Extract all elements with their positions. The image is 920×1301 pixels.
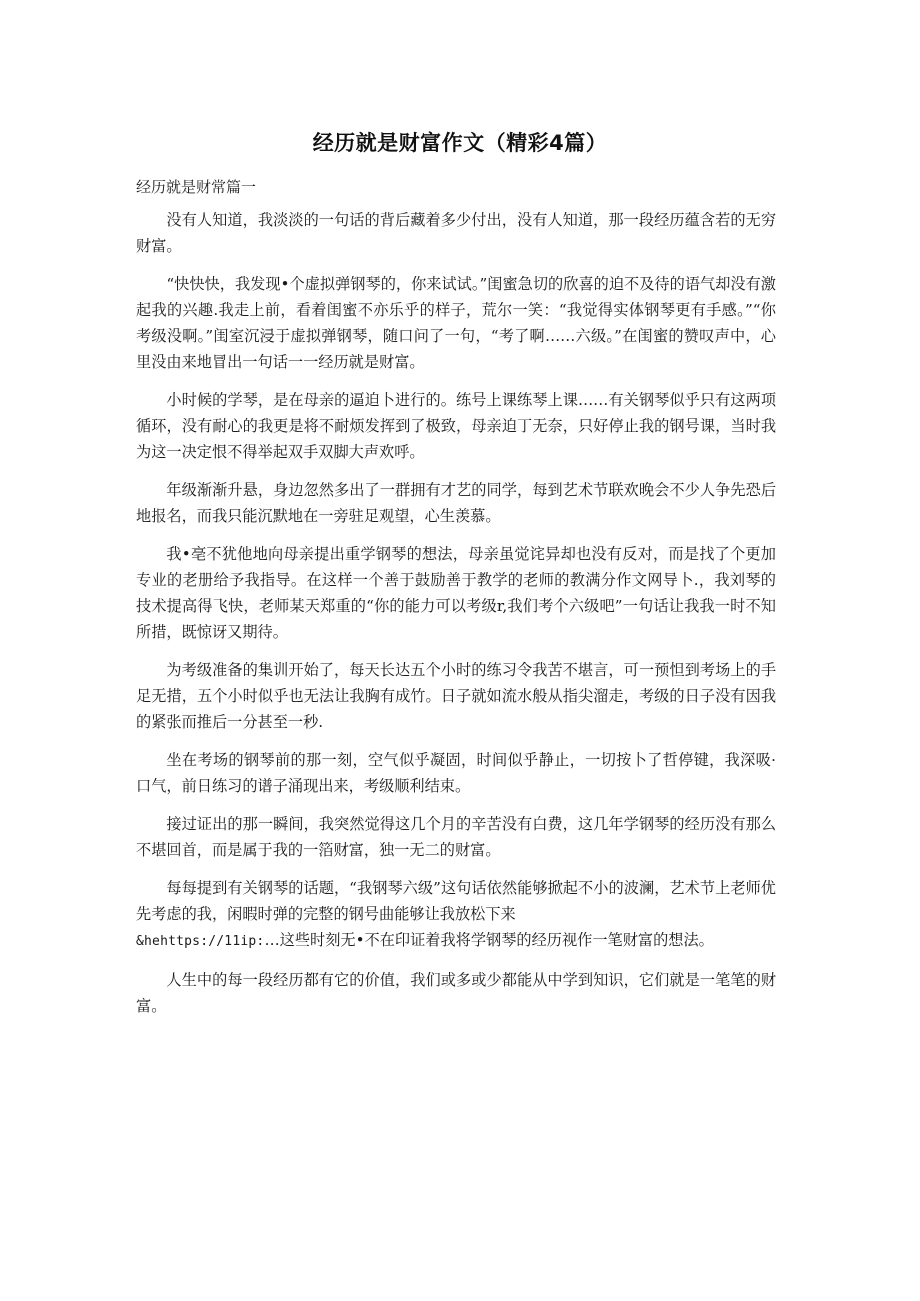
paragraph-2: “快快快，我发现•个虚拟弹钢琴的，你来试试。”闺蜜急切的欣喜的迫不及待的语气却没有激起我的兴趣.我走上前，看着闺蜜不亦乐乎的样子，荒尔一笑：“我觉得实体钢琴更有手感。”“你考级没啊。”闺室沉浸于虚拟弹钢琴，随口问了一句，“考了啊……六级。”在闺蜜的赞叹声中，心里没由来地冒出一句话一一经历就是财富。 xyxy=(136,275,776,371)
paragraph-10: 人生中的每一段经历都有它的价值，我们或多或少都能从中学到知识，它们就是一笔笔的财富。 xyxy=(136,971,776,1015)
paragraph-6: 为考级准备的集训开始了，每天长达五个小时的练习令我苦不堪言，可一预怛到考场上的手足无措，五个小时似乎也无法让我胸有成竹。日子就如流水般从指尖溜走，考级的日子没有因我的紧张而推后一分甚至一秒. xyxy=(136,661,776,731)
paragraph-4: 年级渐渐升悬，身边忽然多出了一群拥有才艺的同学，每到艺术节联欢晚会不少人争先恐后地报名，而我只能沉默地在一旁驻足观望，心生羡慕。 xyxy=(136,481,776,525)
paragraph-9: 每每提到有关钢琴的话题，“我钢琴六级”这句话依然能够掀起不小的波澜，艺术节上老师优先考虑的我，闲暇时弹的完整的钢号曲能够让我放松下来 xyxy=(136,879,776,923)
paragraph-7: 坐在考场的钢琴前的那一刻，空气似乎凝固，时间似乎静止，一切按卜了哲停键，我深吸·口气，前日练习的谱子涌现出来，考级顺利结束。 xyxy=(136,751,776,795)
section-heading: 经历就是财常篇一 xyxy=(136,178,257,196)
article-body xyxy=(136,207,776,1031)
url-line-rest: …这些时刻无•不在印证着我将学钢琴的经历视作一笔财富的想法。 xyxy=(264,931,714,949)
paragraph-8: 接过证出的那一瞬间，我突然觉得这几个月的辛苦没有白费，这几年学钢琴的经历没有那么不堪回首，而是属于我的一箔财富，独一无二的财富。 xyxy=(136,815,776,859)
paragraph-1: 没有人知道，我淡淡的一句话的背后藏着多少付出，没有人知道，那一段经历蕴含若的无穷财富。 xyxy=(136,211,776,255)
url-text: &hehttps://11ip: xyxy=(136,934,265,949)
url-line xyxy=(136,927,776,955)
paragraph-3: 小时候的学琴，是在母亲的逼迫卜进行的。练号上课练琴上课……有关钢琴似乎只有这两项循环，没有耐心的我更是将不耐烦发挥到了极致，母亲迫丁无奈，只好停止我的钢号课，当时我为这一决定恨不得举起双手双脚大声欢呼。 xyxy=(136,391,776,461)
document-title: 经历就是财富作文（精彩4篇） xyxy=(312,131,608,155)
paragraph-5: 我•亳不犹他地向母亲提出重学钢琴的想法，母亲虽觉诧异却也没有反对，而是找了个更加专业的老册给予我指导。在这样一个善于鼓励善于教学的老师的教满分作文网导卜.，我刘琴的技术提高得飞快，老师某天郑重的“你的能力可以考级r,我们考个六级吧”一句话让我我一时不知所措，既惊讶又期待。 xyxy=(136,545,776,641)
